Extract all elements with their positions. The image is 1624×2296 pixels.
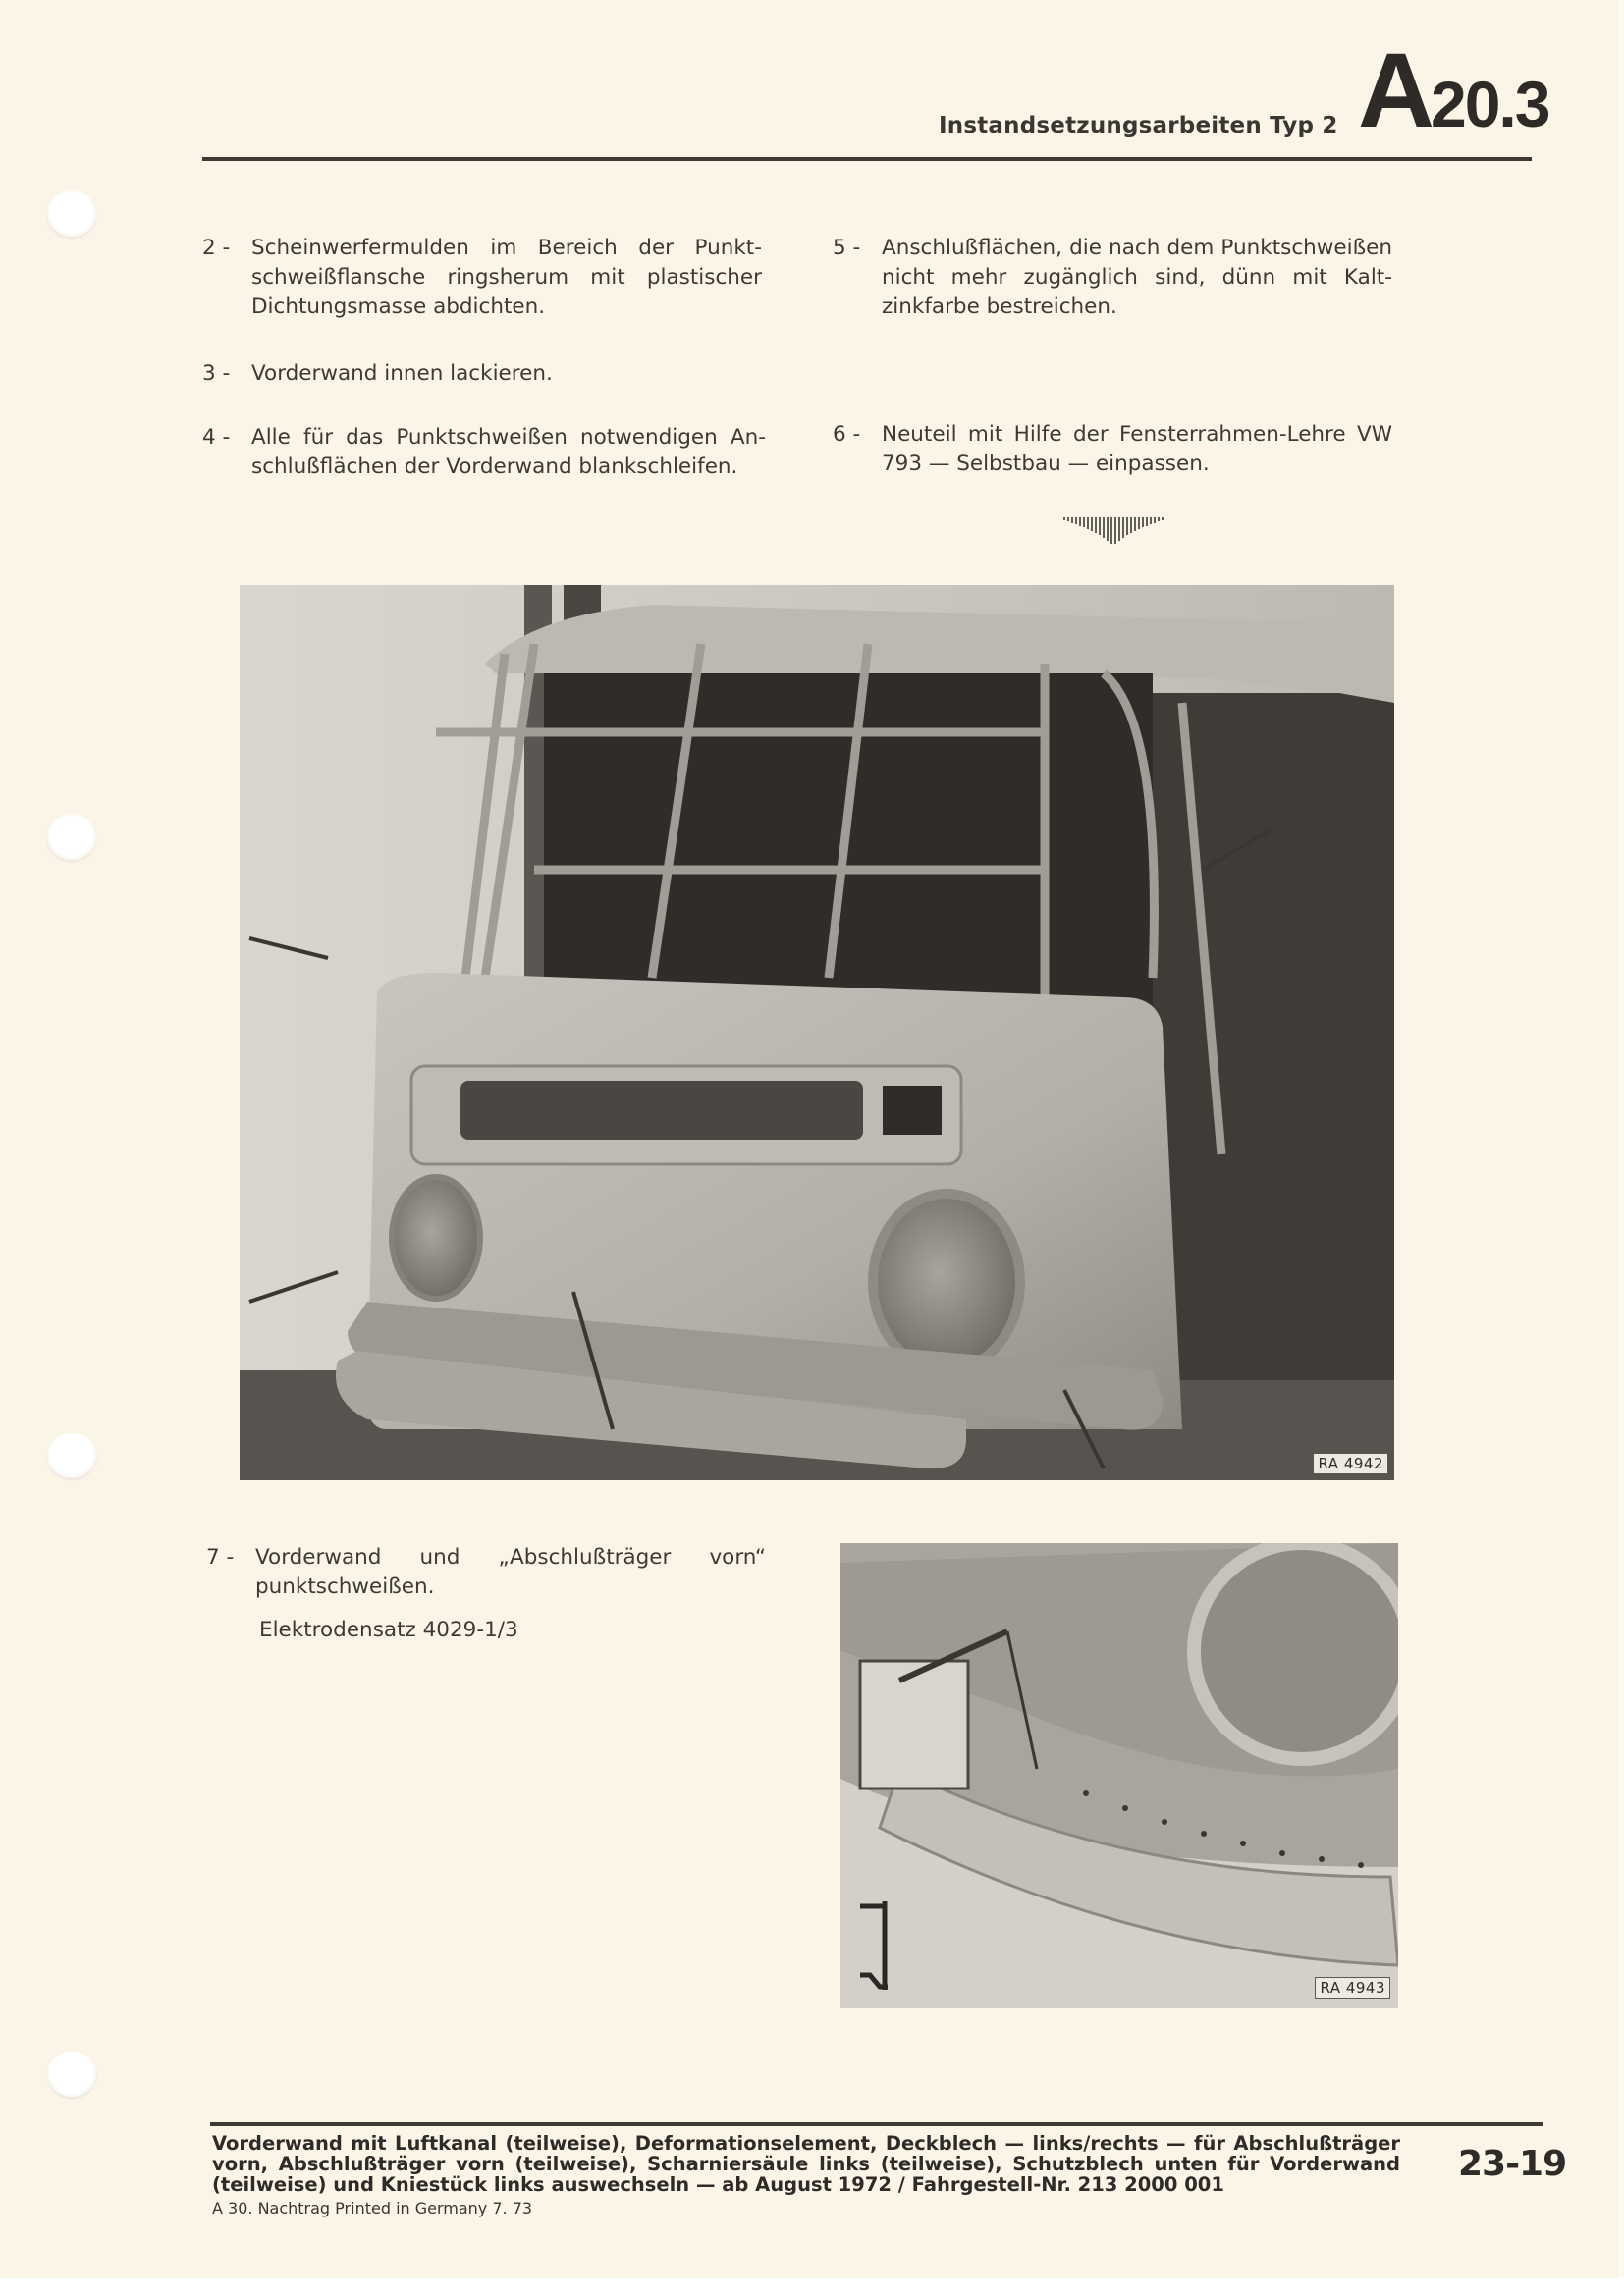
section-letter: A <box>1358 30 1431 149</box>
step-2 <box>202 234 762 322</box>
figure-bus-front-photo <box>240 585 1394 1480</box>
punch-hole <box>47 191 96 237</box>
welding-closeup-illustration <box>840 1543 1398 2008</box>
step-text: Neuteil mit Hilfe der Fensterrahmen-Lehre VW 793 — Selbstbau — einpassen. <box>882 422 1392 476</box>
footer-divider <box>210 2122 1543 2126</box>
step-text: Alle für das Punktschweißen notwendigen Anschlußflächen der Vorderwand blankschleifen. <box>251 425 766 479</box>
continue-arrow-down-icon <box>1062 517 1164 547</box>
step-4 <box>202 423 766 482</box>
step-text: Vorderwand innen lackieren. <box>251 361 553 386</box>
figure-label: RA 4943 <box>1315 1977 1390 1999</box>
step-number: 5 - <box>833 236 861 260</box>
punch-hole <box>47 815 96 860</box>
punch-hole <box>47 2052 96 2097</box>
section-number: 20.3 <box>1431 68 1549 140</box>
step-text: Anschlußflächen, die nach dem Punktschweißen nicht mehr zugänglich sind, dünn mit Kaltzinkfarbe bestreichen. <box>882 236 1392 319</box>
punch-hole <box>47 1433 96 1478</box>
step-number: 6 - <box>833 422 861 447</box>
step-7 <box>206 1543 766 1602</box>
step-3 <box>202 359 762 389</box>
step-number: 7 - <box>206 1545 235 1570</box>
page-edge <box>1618 0 1624 2296</box>
step-number: 3 - <box>202 361 231 386</box>
section-code <box>1358 30 1549 149</box>
bus-front-illustration <box>240 585 1394 1480</box>
step-5 <box>833 234 1392 322</box>
document-title: Vorderwand mit Luftkanal (teilweise), Deformationselement, Deckblech — links/rechts — für Abschlußträger vorn, Abschlußträger vorn (teilweise), Scharniersäule links (teilweise), Schutzblech unten für Vorderwand (teilweise) und Kniestück links auswechseln — ab August 1972 / Fahrgestell-Nr. 213 2000 001 <box>212 2132 1400 2196</box>
figure-label: RA 4942 <box>1313 1453 1388 1474</box>
step-number: 4 - <box>202 425 231 450</box>
step-number: 2 - <box>202 236 231 260</box>
header-divider <box>202 157 1532 161</box>
figure-welding-closeup-photo <box>840 1543 1398 2008</box>
page-edge <box>0 2278 1624 2296</box>
step-text: Scheinwerfermulden im Bereich der Punktschweißflansche ringsherum mit plastischer Dichtungsmasse abdichten. <box>251 236 762 319</box>
step-6 <box>833 420 1392 479</box>
print-info: A 30. Nachtrag Printed in Germany 7. 73 <box>212 2199 533 2217</box>
electrode-set-note: Elektrodensatz 4029-1/3 <box>259 1618 518 1642</box>
header-subtitle: Instandsetzungsarbeiten Typ 2 <box>939 113 1338 138</box>
step-text: Vorderwand und „Abschlußträger vorn“ punktschweißen. <box>255 1545 766 1599</box>
page-number: 23-19 <box>1458 2144 1567 2184</box>
